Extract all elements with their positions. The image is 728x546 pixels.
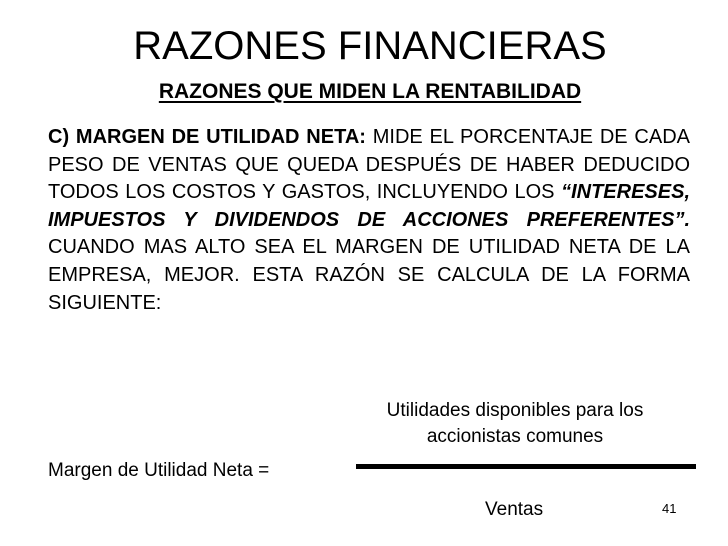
fraction-bar (356, 464, 696, 469)
body-text-2: CUANDO MAS ALTO SEA EL MARGEN DE UTILIDAD NETA DE LA EMPRESA, MEJOR. ESTA RAZÓN SE CALCULA DE LA FORMA SIGUIENTE: (48, 236, 690, 314)
slide-subtitle (0, 78, 728, 106)
slide-subtitle-text: RAZONES QUE MIDEN LA RENTABILIDAD (158, 80, 582, 103)
body-paragraph (48, 124, 690, 317)
body-text-1: MIDE EL PORCENTAJE DE CADA PESO DE VENTAS QUE QUEDA DESPUÉS DE HABER DEDUCIDO TODOS LOS COSTOS Y GASTOS, INCLUYENDO LOS (48, 126, 690, 204)
formula-numerator: Utilidades disponibles para los accionistas comunes (386, 400, 644, 447)
slide-title: RAZONES FINANCIERAS (133, 24, 607, 68)
formula-denominator: Ventas (485, 499, 544, 520)
page-number: 41 (662, 501, 677, 516)
body-lead: C) MARGEN DE UTILIDAD NETA: (48, 126, 366, 148)
body-emphasis: “INTERESES, IMPUESTOS Y DIVIDENDOS DE ACCIONES PREFERENTES”. (48, 181, 690, 231)
formula-label: Margen de Utilidad Neta = (48, 460, 270, 481)
